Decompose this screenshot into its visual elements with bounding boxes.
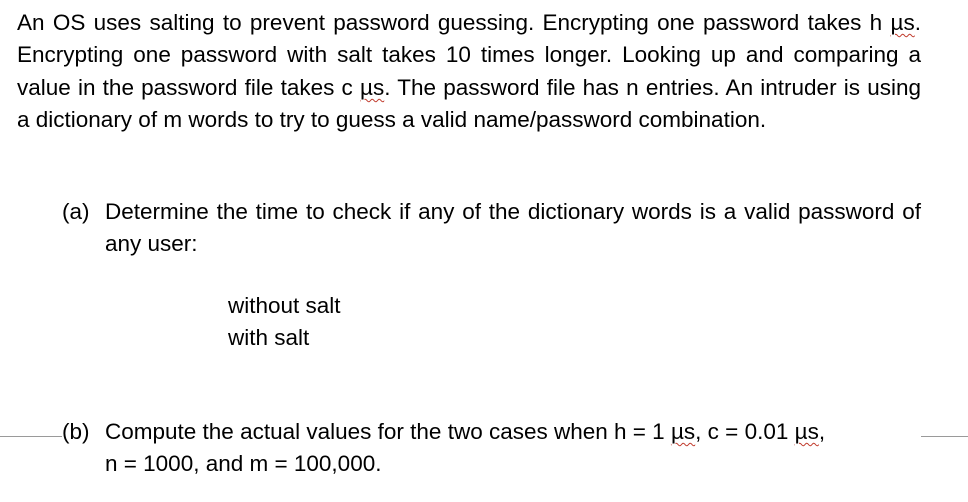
- intro-text-2: . Encrypting one password with salt takes 10 times longer. Looking up and comparing a value in the password file takes c: [17, 10, 921, 100]
- part-b-text-4: n = 1000, and m = 100,000.: [105, 451, 382, 477]
- part-b-marker: (b): [62, 419, 90, 444]
- case-with-salt: with salt: [228, 324, 310, 350]
- spellcheck-flagged-unit: µs: [360, 74, 385, 100]
- spellcheck-flagged-unit: µs: [794, 419, 819, 444]
- case-without-salt: without salt: [228, 293, 341, 318]
- part-b-text-3: ,: [818, 419, 826, 444]
- intro-text-1: An OS uses salting to prevent password guessing. Encrypting one password takes h: [17, 10, 891, 35]
- spellcheck-flagged-unit: µs: [670, 419, 696, 444]
- intro-paragraph: [17, 7, 921, 137]
- part-b-text-1: Compute the actual values for the two cases when h = 1: [105, 419, 671, 444]
- question-part-a: [62, 196, 921, 261]
- case-list: [228, 290, 341, 353]
- part-a-marker: (a): [62, 199, 90, 224]
- intro-text-3: . The password file has n entries. An intruder is using a dictionary of m words to try to guess a valid name/password combination.: [17, 74, 921, 133]
- part-b-text: [105, 416, 921, 481]
- question-part-b: [62, 416, 921, 481]
- part-b-text-2: , c = 0.01: [695, 419, 795, 444]
- spellcheck-flagged-unit: µs: [890, 10, 915, 35]
- part-a-text: Determine the time to check if any of the dictionary words is a valid password of any user:: [105, 199, 921, 257]
